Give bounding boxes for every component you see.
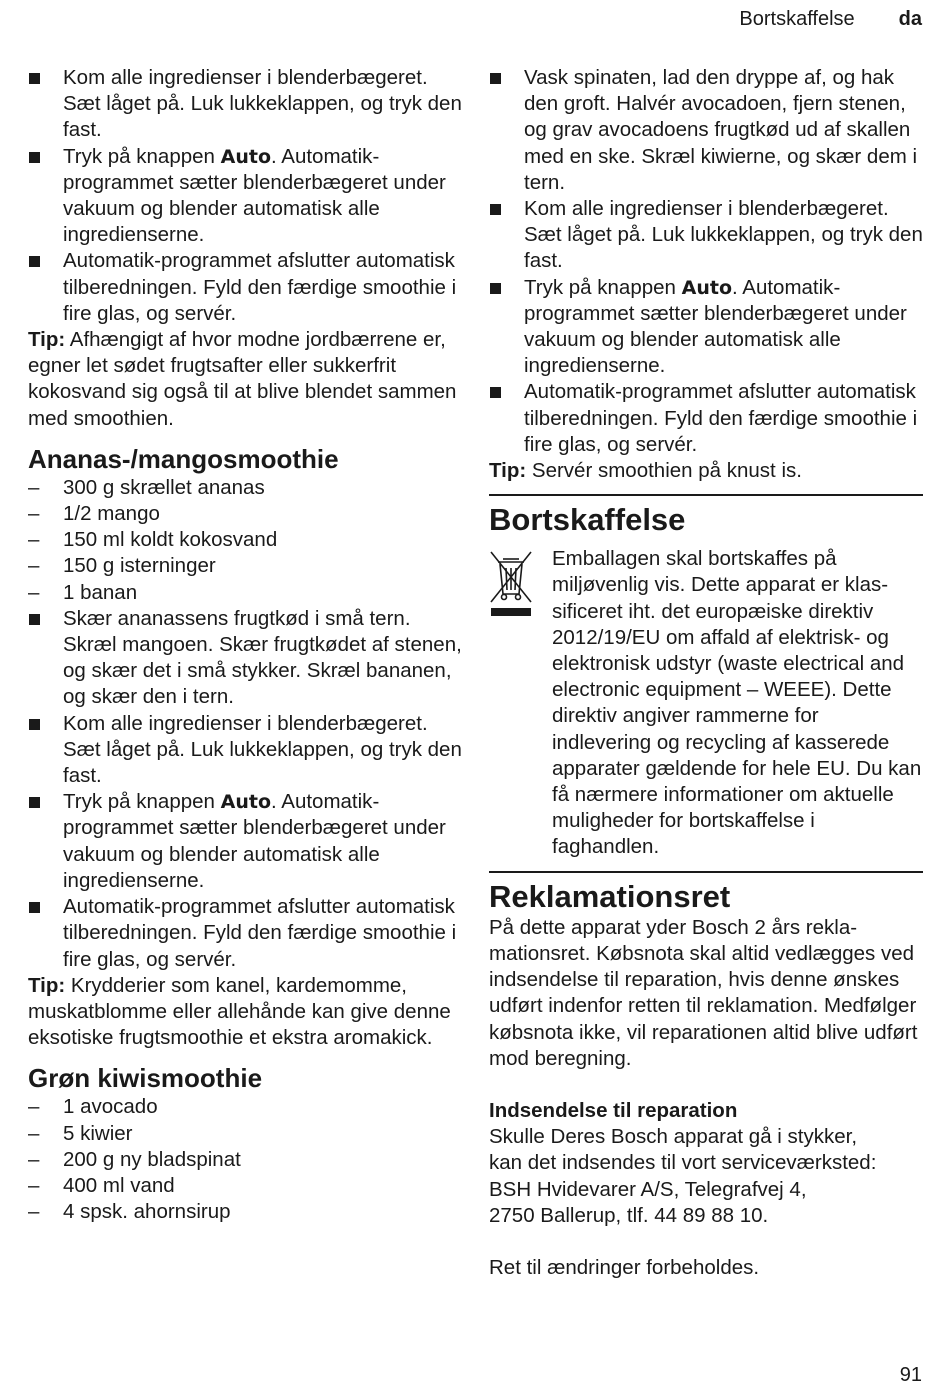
square-bullet-icon [490, 73, 501, 84]
ingredient-item: – 4 spsk. ahornsirup [28, 1199, 468, 1225]
tip-paragraph: Tip: Servér smoothien på knust is. [489, 459, 802, 483]
auto-button-label: Auto [220, 791, 272, 814]
step-item: Tryk på knappen Auto. Automatikprogrammet sætter blenderbægeret under vakuum og blender automatisk alle ingredienserne. [28, 144, 468, 249]
repair-line: kan det indsendes til vort serviceværksted: [489, 1151, 877, 1175]
recipe1-steps [28, 65, 468, 327]
right-column [489, 65, 923, 1281]
recipe-title: Grøn kiwismoothie [28, 1063, 263, 1094]
repair-subtitle: Indsendelse til reparation [489, 1098, 738, 1122]
dash-bullet-icon: – [28, 528, 40, 552]
dash-bullet-icon: – [28, 1173, 40, 1197]
recipe2-ingredients [28, 475, 468, 606]
step-item: Kom alle ingredienser i blenderbægeret. Sæt låget på. Luk lukkeklappen, og tryk den fast. [489, 196, 923, 275]
ingredient-item: – 5 kiwier [28, 1121, 468, 1147]
page-header [739, 6, 922, 32]
dash-bullet-icon: – [28, 475, 40, 499]
step-item: Automatik-programmet afslutter automatisk tilberedningen. Fyld den færdige smoothie i fire glas, og servér. [28, 248, 468, 327]
dash-bullet-icon: – [28, 1200, 40, 1224]
tip-label: Tip: [28, 973, 66, 997]
disposal-block [489, 546, 923, 860]
repair-line: 2750 Ballerup, tlf. 44 89 88 10. [489, 1203, 769, 1227]
left-column [28, 65, 468, 1225]
auto-button-label: Auto [220, 145, 272, 168]
step-item: Kom alle ingredienser i blenderbægeret. Sæt låget på. Luk lukkeklappen, og tryk den fast. [28, 65, 468, 144]
square-bullet-icon [490, 283, 501, 294]
square-bullet-icon [29, 152, 40, 163]
step-item: Skær ananassens frugtkød i små tern. Skræl mangoen. Skær frugtkødet af stenen, og skær det i små stykker. Skræl bananen, og skær den i tern. [28, 606, 468, 711]
square-bullet-icon [29, 719, 40, 730]
step-item: Tryk på knappen Auto. Automatikprogrammet sætter blenderbægeret under vakuum og blender automatisk alle ingredienserne. [489, 275, 923, 380]
dash-bullet-icon: – [28, 1095, 40, 1119]
ingredient-item: – 1/2 mango [28, 501, 468, 527]
dash-bullet-icon: – [28, 554, 40, 578]
tip-label: Tip: [28, 328, 66, 352]
dash-bullet-icon: – [28, 580, 40, 604]
auto-button-label: Auto [681, 276, 733, 299]
header-language: da [898, 7, 922, 30]
disposal-text: Emballagen skal bortskaffes på miljøvenlig vis. Dette apparat er klassificeret iht. det europæiske direktiv 2012/19/EU om affald af elektrisk- og elektronisk udstyr (waste electrical and electronic equipment – WEEE). Dette direktiv angiver rammerne for indlevering og recycling af kasserede apparater gældende for hele EU. Du kan få nærmere informationer om aktuelle muligheder for bortskaffelse i faghandlen. [552, 547, 922, 859]
crossed-out-bin-icon [489, 546, 541, 860]
ingredient-item: – 1 banan [28, 580, 468, 606]
recipe2-steps [28, 606, 468, 973]
ingredient-item: – 1 avocado [28, 1094, 468, 1120]
recipe-title: Ananas-/mangosmoothie [28, 443, 339, 474]
repair-line: Skulle Deres Bosch apparat gå i stykker, [489, 1125, 858, 1149]
tip-paragraph: Tip: Krydderier som kanel, kardemomme, muskatblomme eller allehånde kan give denne eksotiske frugtsmoothie et ekstra aromakick. [28, 973, 451, 1050]
square-bullet-icon [29, 797, 40, 808]
section-title-warranty: Reklamationsret [489, 878, 731, 914]
square-bullet-icon [490, 204, 501, 215]
warranty-text: På dette apparat yder Bosch 2 års reklamationsret. Købsnota skal altid vedlægges ved indsendelse til reparation, hvis denne ønskes udført indenfor retten til reklamation. Medfølger købsnota ikke, vil reparationen altid blive udført mod beregning. [489, 915, 918, 1070]
recipe3-steps [489, 65, 923, 458]
square-bullet-icon [29, 256, 40, 267]
dash-bullet-icon: – [28, 1121, 40, 1145]
dash-bullet-icon: – [28, 1147, 40, 1171]
recipe3-ingredients [28, 1094, 468, 1225]
section-title-disposal: Bortskaffelse [489, 502, 686, 538]
ingredient-item: – 150 g isterninger [28, 553, 468, 579]
step-item: Tryk på knappen Auto. Automatikprogrammet sætter blenderbægeret under vakuum og blender automatisk alle ingredienserne. [28, 789, 468, 894]
tip-label: Tip: [489, 459, 527, 483]
page-number: 91 [899, 1363, 922, 1386]
footer-note: Ret til ændringer forbeholdes. [489, 1255, 760, 1279]
step-item: Vask spinaten, lad den dryppe af, og hak den groft. Halvér avocadoen, fjern stenen, og grav avocadoens frugtkød ud af skallen med en ske. Skræl kiwierne, og skær dem i tern. [489, 65, 923, 196]
ingredient-item: – 300 g skrællet ananas [28, 475, 468, 501]
repair-line: BSH Hvidevarer A/S, Telegrafvej 4, [489, 1177, 807, 1201]
step-item: Automatik-programmet afslutter automatisk tilberedningen. Fyld den færdige smoothie i fire glas, og servér. [28, 894, 468, 973]
step-item: Kom alle ingredienser i blenderbægeret. Sæt låget på. Luk lukkeklappen, og tryk den fast. [28, 711, 468, 790]
ingredient-item: – 150 ml koldt kokosvand [28, 527, 468, 553]
ingredient-item: – 400 ml vand [28, 1173, 468, 1199]
step-item: Automatik-programmet afslutter automatisk tilberedningen. Fyld den færdige smoothie i fire glas, og servér. [489, 379, 923, 458]
square-bullet-icon [29, 614, 40, 625]
ingredient-item: – 200 g ny bladspinat [28, 1147, 468, 1173]
square-bullet-icon [490, 387, 501, 398]
dash-bullet-icon: – [28, 502, 40, 526]
square-bullet-icon [29, 73, 40, 84]
square-bullet-icon [29, 902, 40, 913]
header-section: Bortskaffelse [739, 7, 855, 30]
tip-paragraph: Tip: Afhængigt af hvor modne jordbærrene er, egner let sødet frugtsafter eller sukkerfrit kokosvand sig også til at blive blendet sammen med smoothien. [28, 328, 457, 430]
